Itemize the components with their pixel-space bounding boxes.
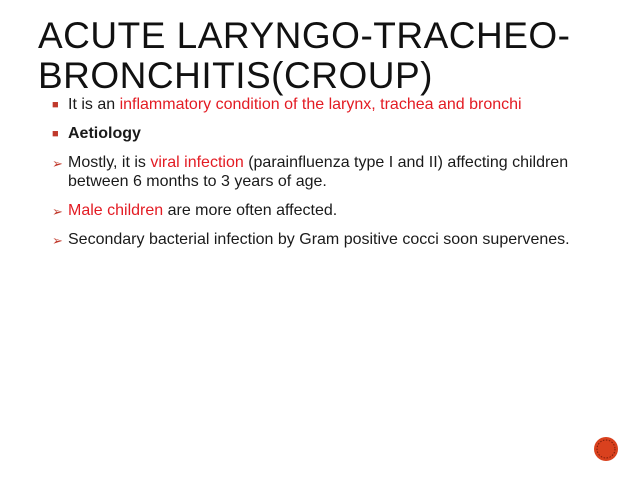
bullet-text xyxy=(52,95,592,114)
square-bullet-icon: ■ xyxy=(52,99,59,111)
bullet-text-plain: are more often affected. xyxy=(163,202,338,219)
bullet-heading-aetiology: Aetiology xyxy=(68,125,141,142)
bullet-item xyxy=(52,95,592,114)
bullet-item xyxy=(52,201,592,220)
arrow-bullet-icon: ➢ xyxy=(52,156,63,171)
bullet-text-plain: (parainfluenza type I and II) affecting children between 6 months to 3 years of age. xyxy=(68,154,569,190)
arrow-bullet-icon: ➢ xyxy=(52,204,63,219)
bullet-text: Secondary bacterial infection by Gram positive cocci soon supervenes. xyxy=(68,231,570,248)
slide-title-line-1: ACUTE LARYNGO-TRACHEO- xyxy=(38,15,571,56)
bullet-text-highlight: viral infection xyxy=(150,154,244,171)
bullet-item xyxy=(52,124,592,143)
slide-title xyxy=(38,16,598,96)
slide-title-line-2: BRONCHITIS(CROUP) xyxy=(38,55,433,96)
bullet-text xyxy=(52,153,592,191)
bullet-text-highlight: inflammatory condition of the larynx, trachea and bronchi xyxy=(119,96,522,113)
arrow-bullet-icon: ➢ xyxy=(52,233,63,248)
slide-badge-icon xyxy=(593,436,619,462)
bullet-item xyxy=(52,230,592,249)
bullet-text-plain: It is an xyxy=(68,96,120,113)
square-bullet-icon: ■ xyxy=(52,128,59,140)
bullet-item xyxy=(52,153,592,191)
bullet-list xyxy=(52,95,592,259)
bullet-text xyxy=(52,201,592,220)
bullet-text-highlight: Male children xyxy=(68,202,164,219)
bullet-text-plain: Mostly, it is xyxy=(68,154,151,171)
